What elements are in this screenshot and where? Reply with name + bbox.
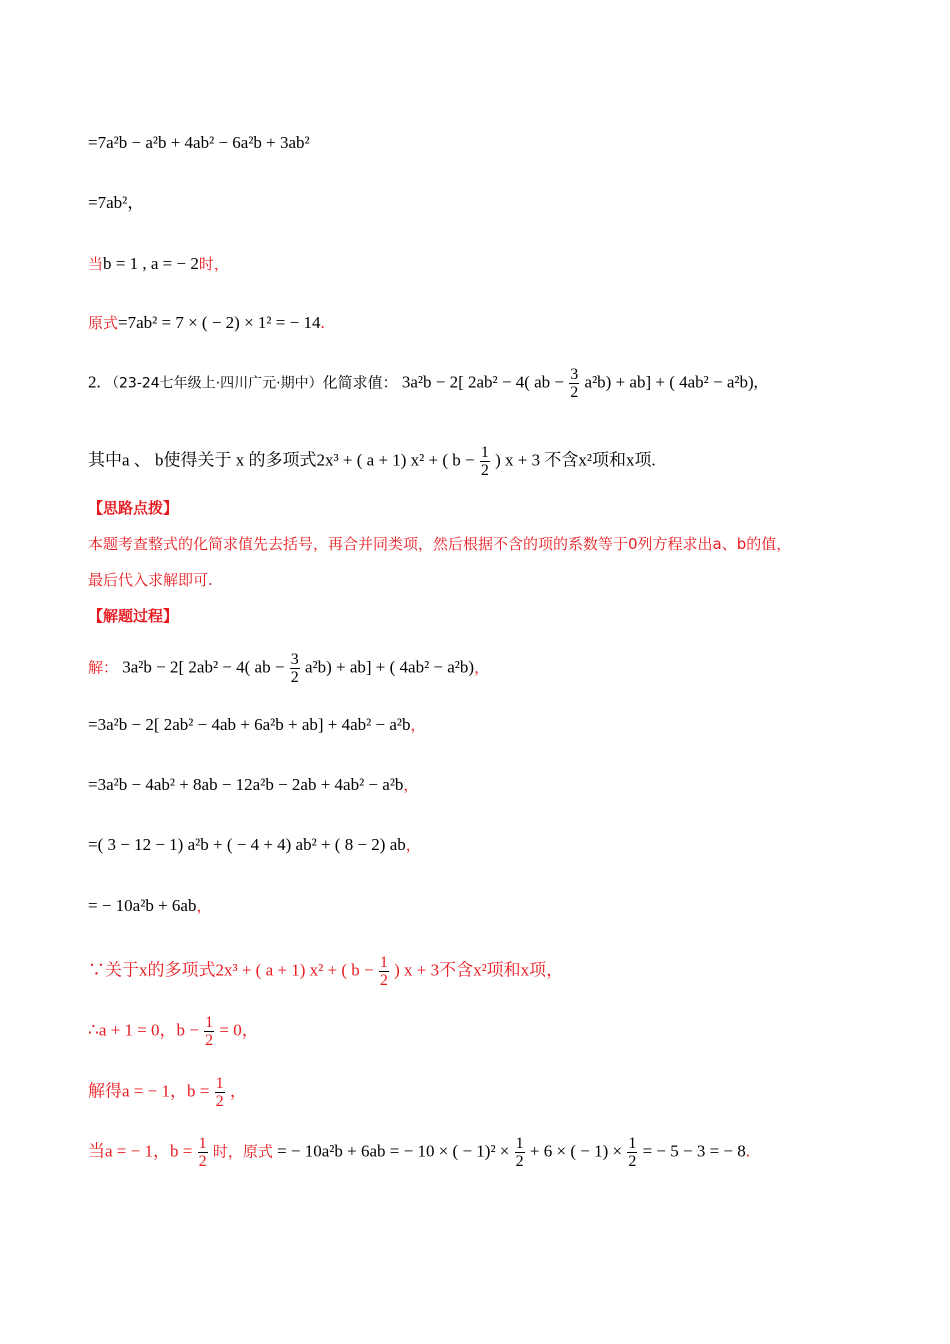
solution-step-9-b: 时，原式 bbox=[212, 1142, 273, 1161]
solution-step-5-text: = − 10a²b + 6ab bbox=[88, 896, 197, 915]
fraction-numerator: 1 bbox=[215, 1075, 224, 1092]
fraction-denominator: 2 bbox=[205, 1032, 214, 1049]
solution-heading bbox=[88, 606, 178, 626]
solution-step-2-comma: ， bbox=[410, 716, 426, 734]
solution-step-3-comma: ， bbox=[403, 776, 419, 794]
fraction-denominator: 2 bbox=[290, 669, 299, 686]
solution-step-2 bbox=[88, 715, 426, 735]
fraction-numerator: 1 bbox=[480, 444, 489, 461]
solution-step-3-text: =3a²b − 4ab² + 8ab − 12a²b − 2ab + 4ab² − a²b bbox=[88, 775, 404, 794]
fraction-numerator: 1 bbox=[205, 1014, 214, 1031]
calc-line-1-text: =7a²b − a²b + 4ab² − 6a²b + 3ab² bbox=[88, 133, 310, 152]
solution-step-1-comma: ， bbox=[474, 658, 490, 677]
fraction-numerator: 3 bbox=[570, 366, 579, 383]
hint-text-1 bbox=[88, 534, 791, 554]
solution-step-9-d: + 6 × ( − 1) × bbox=[529, 1141, 623, 1161]
problem-condition-b: ) x + 3 不含x²项和x项. bbox=[495, 450, 656, 470]
solution-step-9 bbox=[88, 1135, 750, 1170]
solution-step-1-prefix: 解： bbox=[88, 658, 119, 677]
solution-step-9-c: = − 10a²b + 6ab = − 10 × ( − 1)² × bbox=[277, 1141, 510, 1161]
solution-step-5 bbox=[88, 896, 211, 916]
fraction-denominator: 2 bbox=[570, 384, 579, 401]
fraction-numerator: 1 bbox=[379, 954, 388, 971]
fraction-numerator: 1 bbox=[628, 1135, 637, 1152]
problem-condition-a: 其中a 、 b使得关于 x 的多项式2x³ + ( a + 1) x² + ( b − bbox=[88, 450, 475, 470]
hint-text-2-content: 最后代入求解即可. bbox=[88, 571, 213, 589]
problem-expr-b: a²b) + ab] + ( 4ab² − a²b), bbox=[584, 372, 758, 392]
problem-condition bbox=[88, 444, 656, 479]
calc-line-3 bbox=[88, 254, 229, 274]
fraction-denominator: 2 bbox=[480, 462, 489, 479]
calc-line-4-prefix: 原式 bbox=[88, 314, 119, 332]
calc-line-3-prefix: 当 bbox=[88, 255, 104, 273]
fraction-numerator: 3 bbox=[290, 651, 299, 668]
solution-step-1-b: a²b) + ab] + ( 4ab² − a²b) bbox=[304, 657, 475, 677]
solution-heading-text: 【解题过程】 bbox=[88, 607, 179, 625]
fraction-denominator: 2 bbox=[628, 1153, 637, 1170]
solution-step-7 bbox=[88, 1014, 259, 1049]
calc-line-3-suffix: 时， bbox=[198, 255, 229, 273]
hint-text-1-content: 本题考查整式的化简求值先去括号，再合并同类项，然后根据不含的项的系数等于0列方程求出a、b的值， bbox=[88, 535, 792, 553]
solution-step-7-b: = 0， bbox=[219, 1020, 259, 1040]
calc-line-3-math: b = 1 , a = − 2 bbox=[103, 254, 199, 273]
solution-step-2-text: =3a²b − 2[ 2ab² − 4ab + 6a²b + ab] + 4ab² − a²b bbox=[88, 715, 411, 734]
solution-step-8-a: 解得a = − 1，b = bbox=[88, 1081, 210, 1101]
solution-step-1-a: 3a²b − 2[ 2ab² − 4( ab − bbox=[122, 657, 285, 677]
hint-heading-text: 【思路点拨】 bbox=[88, 499, 179, 517]
fraction-denominator: 2 bbox=[215, 1093, 224, 1110]
calc-line-4-math: =7ab² = 7 × ( − 2) × 1² = − 14 bbox=[118, 313, 321, 332]
problem-statement bbox=[88, 366, 758, 401]
solution-step-8 bbox=[88, 1075, 247, 1110]
calc-line-4 bbox=[88, 313, 325, 333]
problem-expr-a: 3a²b − 2[ 2ab² − 4( ab − bbox=[401, 372, 565, 392]
solution-step-9-a: 当a = − 1，b = bbox=[88, 1141, 193, 1161]
calc-line-1 bbox=[88, 133, 310, 153]
hint-heading bbox=[88, 498, 178, 518]
hint-text-2 bbox=[88, 570, 213, 590]
solution-step-9-end: . bbox=[745, 1141, 750, 1161]
solution-step-9-fraction-3 bbox=[627, 1135, 637, 1170]
solution-step-1 bbox=[88, 651, 489, 686]
fraction-denominator: 2 bbox=[379, 972, 388, 989]
solution-step-5-comma: ， bbox=[196, 897, 212, 915]
solution-step-4-comma: ， bbox=[405, 836, 421, 854]
solution-step-6-b: ) x + 3不含x²项和x项， bbox=[394, 960, 564, 980]
solution-step-9-fraction-2 bbox=[515, 1135, 525, 1170]
solution-step-1-fraction bbox=[290, 651, 300, 686]
condition-fraction bbox=[480, 444, 490, 479]
solution-step-6 bbox=[88, 954, 563, 989]
solution-step-9-fraction-1 bbox=[198, 1135, 208, 1170]
calc-line-4-suffix: . bbox=[320, 313, 325, 332]
solution-step-6-fraction bbox=[379, 954, 389, 989]
solution-step-4 bbox=[88, 835, 421, 855]
solution-step-9-e: = − 5 − 3 = − 8 bbox=[642, 1141, 746, 1161]
solution-step-6-a: ∵关于x的多项式2x³ + ( a + 1) x² + ( b − bbox=[88, 960, 374, 980]
solution-step-8-b: ， bbox=[229, 1081, 247, 1101]
fraction-numerator: 1 bbox=[198, 1135, 207, 1152]
problem-source: （23-24七年级上·四川广元·期中） bbox=[105, 375, 323, 392]
solution-step-7-a: ∴a + 1 = 0，b − bbox=[88, 1020, 199, 1040]
fraction-denominator: 2 bbox=[515, 1153, 524, 1170]
solution-step-3 bbox=[88, 775, 418, 795]
solution-step-8-fraction bbox=[215, 1075, 225, 1110]
problem-instruction: 化简求值： bbox=[322, 373, 398, 392]
fraction-denominator: 2 bbox=[198, 1153, 207, 1170]
solution-step-4-text: =( 3 − 12 − 1) a²b + ( − 4 + 4) ab² + ( 8 − 2) ab bbox=[88, 835, 406, 854]
problem-fraction bbox=[569, 366, 579, 401]
solution-step-7-fraction bbox=[204, 1014, 214, 1049]
fraction-numerator: 1 bbox=[515, 1135, 524, 1152]
calc-line-2 bbox=[88, 193, 144, 213]
calc-line-2-text: =7ab²， bbox=[88, 193, 145, 212]
problem-number: 2. bbox=[88, 372, 101, 392]
